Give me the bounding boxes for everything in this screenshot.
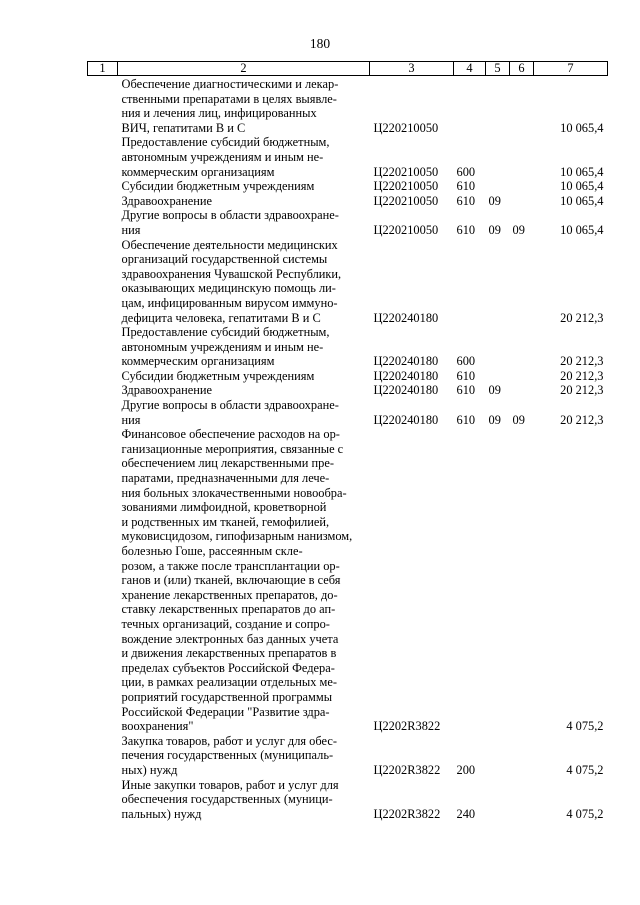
row-target-code: Ц220210050	[373, 120, 439, 135]
row-target-code: Ц220210050	[373, 222, 439, 237]
row-number-cell	[88, 734, 118, 778]
row-expense-type: 200	[456, 762, 476, 777]
row-amount: 4 075,2	[566, 762, 604, 777]
row-target-code: Ц220240180	[373, 412, 439, 427]
row-section	[486, 135, 510, 179]
table-row	[88, 778, 608, 822]
row-subsection	[510, 76, 534, 136]
column-header-2: 2	[118, 62, 370, 76]
table-row	[88, 208, 608, 237]
row-subsection	[510, 369, 534, 384]
column-header-7: 7	[534, 62, 608, 76]
row-section	[486, 238, 510, 326]
row-section	[486, 369, 510, 384]
row-target-code: Ц2202R3822	[373, 762, 441, 777]
table-row	[88, 398, 608, 427]
row-section	[486, 427, 510, 733]
row-expense-type: 610	[456, 222, 476, 237]
row-number-cell	[88, 369, 118, 384]
table-header-row	[88, 62, 608, 76]
row-section: 09	[488, 383, 501, 398]
table-row	[88, 427, 608, 733]
row-name: Другие вопросы в области здравоохране- ния	[121, 398, 339, 427]
row-name: Субсидии бюджетным учреждениям	[121, 368, 315, 383]
row-amount: 10 065,4	[560, 179, 604, 194]
row-subsection	[510, 238, 534, 326]
row-name: Обеспечение диагностическими и лекар- ственными препаратами в целях выявле- ния и лечения лиц, инфицированных ВИЧ, гепатитами В и С	[121, 77, 339, 135]
budget-table	[87, 61, 608, 821]
row-subsection	[510, 179, 534, 194]
row-section: 09	[488, 193, 501, 208]
row-subsection: 09	[512, 412, 525, 427]
table-row	[88, 369, 608, 384]
row-section	[486, 778, 510, 822]
row-section	[486, 76, 510, 136]
row-number-cell	[88, 135, 118, 179]
row-amount: 10 065,4	[560, 164, 604, 179]
row-section: 09	[488, 222, 501, 237]
row-target-code: Ц2202R3822	[373, 806, 441, 821]
row-amount: 20 212,3	[560, 310, 604, 325]
table-row	[88, 325, 608, 369]
row-number-cell	[88, 778, 118, 822]
row-name: Предоставление субсидий бюджетным, автономным учреждениям и иным не- коммерческим организациям	[121, 325, 330, 369]
row-target-code: Ц220240180	[373, 354, 439, 369]
row-name: Обеспечение деятельности медицинских организаций государственной системы здравоохранения Чувашской Республики, оказывающих медицинскую помощь ли- цам, инфицированным вирусом иммуно- дефицита человека, гепатитами В и С	[121, 237, 342, 325]
row-name: Предоставление субсидий бюджетным, автономным учреждениям и иным не- коммерческим организациям	[121, 135, 330, 179]
row-section	[486, 325, 510, 369]
row-expense-type: 600	[456, 354, 476, 369]
row-expense-type: 600	[456, 164, 476, 179]
column-header-3: 3	[370, 62, 454, 76]
table-row	[88, 135, 608, 179]
row-amount: 20 212,3	[560, 354, 604, 369]
row-amount: 20 212,3	[560, 368, 604, 383]
row-expense-type: 240	[456, 806, 476, 821]
row-amount: 4 075,2	[566, 806, 604, 821]
row-target-code: Ц220240180	[373, 310, 439, 325]
row-expense-type	[454, 76, 486, 136]
row-section: 09	[488, 412, 501, 427]
column-header-5: 5	[486, 62, 510, 76]
row-amount: 20 212,3	[560, 383, 604, 398]
row-name: Здравоохранение	[121, 193, 213, 208]
row-expense-type: 610	[456, 412, 476, 427]
table-row	[88, 238, 608, 326]
page-number: 180	[309, 36, 331, 51]
column-header-6: 6	[510, 62, 534, 76]
row-subsection	[510, 135, 534, 179]
row-expense-type	[454, 427, 486, 733]
row-subsection	[510, 778, 534, 822]
row-target-code: Ц220240180	[373, 383, 439, 398]
row-subsection	[510, 325, 534, 369]
row-target-code: Ц220210050	[373, 179, 439, 194]
table-body	[88, 76, 608, 822]
row-subsection	[510, 194, 534, 209]
row-name: Финансовое обеспечение расходов на ор- ганизационные мероприятия, связанные с обеспечением лиц лекарственными пре- паратами, предназначенными для лече- ния больных злокачественными новообра- зованиями лимфоидной, кроветворной и родственных им тканей, гемофилией, муковисцидозом, гипофизарным нанизмом, болезнью Гоше, рассеянным скле- розом, а также после трансплантации ор- ганов и (или) тканей, включающие в себя хранение лекарственных препаратов, до- ставку лекарственных препаратов до ап- течных организаций, создание и сопро- вождение электронных баз данных учета и движения лекарственных препаратов в пределах субъектов Российской Федера- ции, в рамках реализации отдельных ме- роприятий государственной программы Российской Федерации "Развитие здра- воохранения"	[121, 427, 353, 734]
row-target-code: Ц2202R3822	[373, 719, 441, 734]
row-amount: 10 065,4	[560, 120, 604, 135]
row-name: Другие вопросы в области здравоохране- ния	[121, 208, 339, 237]
column-header-1: 1	[88, 62, 118, 76]
row-number-cell	[88, 383, 118, 398]
table-row	[88, 194, 608, 209]
row-target-code: Ц220210050	[373, 164, 439, 179]
row-number-cell	[88, 238, 118, 326]
row-number-cell	[88, 179, 118, 194]
row-expense-type: 610	[456, 179, 476, 194]
row-subsection	[510, 383, 534, 398]
column-header-4: 4	[454, 62, 486, 76]
row-subsection: 09	[512, 222, 525, 237]
row-target-code: Ц220210050	[373, 193, 439, 208]
row-number-cell	[88, 76, 118, 136]
row-number-cell	[88, 208, 118, 237]
row-section	[486, 734, 510, 778]
row-subsection	[510, 734, 534, 778]
row-name: Закупка товаров, работ и услуг для обес- печения государственных (муниципаль- ных) нужд	[121, 733, 337, 777]
row-expense-type: 610	[456, 368, 476, 383]
row-target-code: Ц220240180	[373, 368, 439, 383]
row-subsection	[510, 427, 534, 733]
table-row	[88, 179, 608, 194]
row-expense-type: 610	[456, 193, 476, 208]
row-amount: 10 065,4	[560, 193, 604, 208]
row-amount: 10 065,4	[560, 222, 604, 237]
row-number-cell	[88, 398, 118, 427]
row-name: Субсидии бюджетным учреждениям	[121, 179, 315, 194]
table-row	[88, 734, 608, 778]
row-number-cell	[88, 194, 118, 209]
table-row	[88, 76, 608, 136]
row-amount: 20 212,3	[560, 412, 604, 427]
row-expense-type: 610	[456, 383, 476, 398]
row-number-cell	[88, 325, 118, 369]
row-name: Иные закупки товаров, работ и услуг для обеспечения государственных (муници- пальных) нужд	[121, 777, 339, 821]
row-amount: 4 075,2	[566, 719, 604, 734]
row-name: Здравоохранение	[121, 383, 213, 398]
row-number-cell	[88, 427, 118, 733]
table-row	[88, 383, 608, 398]
row-expense-type	[454, 238, 486, 326]
row-section	[486, 179, 510, 194]
